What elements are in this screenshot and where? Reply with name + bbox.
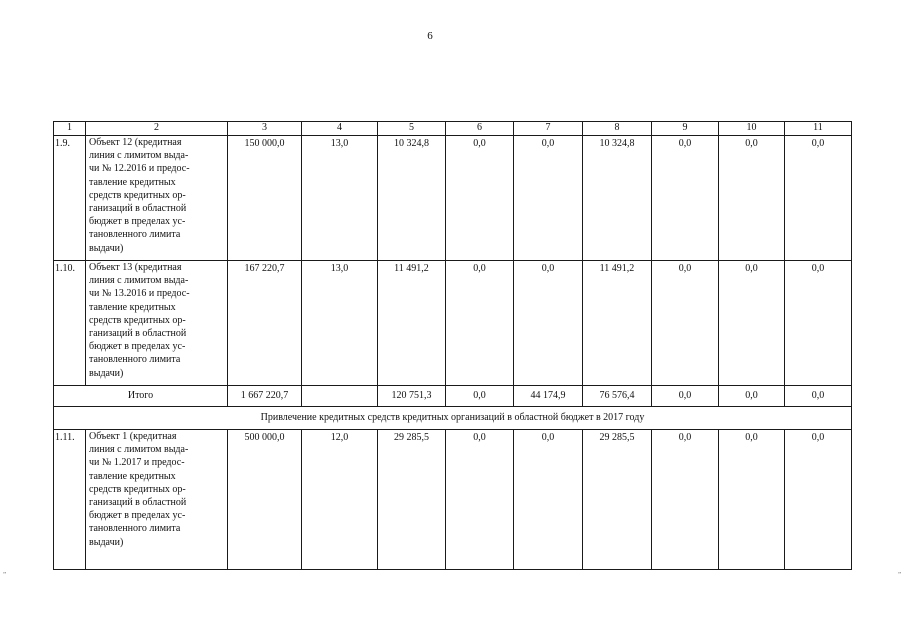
total-limit: 1 667 220,7 xyxy=(228,386,302,407)
cell-value: 10 324,8 xyxy=(583,136,652,261)
column-header: 6 xyxy=(446,122,514,136)
column-header: 11 xyxy=(785,122,852,136)
cell-value: 29 285,5 xyxy=(583,430,652,570)
column-header: 3 xyxy=(228,122,302,136)
cell-rate: 13,0 xyxy=(302,136,378,261)
table-row xyxy=(54,261,852,386)
section-header-row xyxy=(54,407,852,430)
column-header: 2 xyxy=(86,122,228,136)
cell-rate: 12,0 xyxy=(302,430,378,570)
cell-value: 0,0 xyxy=(446,136,514,261)
column-header: 7 xyxy=(514,122,583,136)
total-value: 44 174,9 xyxy=(514,386,583,407)
cell-value: 0,0 xyxy=(785,430,852,570)
table-row xyxy=(54,430,852,570)
column-header: 9 xyxy=(652,122,719,136)
cell-value: 0,0 xyxy=(652,430,719,570)
section-title: Привлечение кредитных средств кредитных организаций в областной бюджет в 2017 году xyxy=(54,407,852,430)
column-header: 8 xyxy=(583,122,652,136)
total-value: 76 576,4 xyxy=(583,386,652,407)
total-rate xyxy=(302,386,378,407)
column-header: 10 xyxy=(719,122,785,136)
row-number: 1.11. xyxy=(54,430,86,570)
page-number: 6 xyxy=(427,30,433,42)
scan-edge-mark: „ xyxy=(898,567,902,575)
cell-rate: 13,0 xyxy=(302,261,378,386)
cell-value: 0,0 xyxy=(719,430,785,570)
cell-limit: 167 220,7 xyxy=(228,261,302,386)
cell-value: 0,0 xyxy=(719,136,785,261)
column-number-header xyxy=(54,122,852,136)
column-header: 5 xyxy=(378,122,446,136)
cell-value: 10 324,8 xyxy=(378,136,446,261)
row-description: Объект 12 (кредитная линия с лимитом выда- чи № 12.2016 и предос- тавление кредитных средств кредитных ор- ганизаций в областной бюджет в пределах ус- тановленного лимита выдачи) xyxy=(86,136,228,261)
cell-value: 0,0 xyxy=(514,430,583,570)
row-number: 1.10. xyxy=(54,261,86,386)
cell-limit: 500 000,0 xyxy=(228,430,302,570)
cell-value: 0,0 xyxy=(785,261,852,386)
cell-value: 0,0 xyxy=(514,136,583,261)
row-description: Объект 1 (кредитная линия с лимитом выда- чи № 1.2017 и предос- тавление кредитных средств кредитных ор- ганизаций в областной бюджет в пределах ус- тановленного лимита выдачи) xyxy=(86,430,228,570)
cell-limit: 150 000,0 xyxy=(228,136,302,261)
row-number: 1.9. xyxy=(54,136,86,261)
total-row xyxy=(54,386,852,407)
row-description: Объект 13 (кредитная линия с лимитом выда- чи № 13.2016 и предос- тавление кредитных средств кредитных ор- ганизаций в областной бюджет в пределах ус- тановленного лимита выдачи) xyxy=(86,261,228,386)
cell-value: 29 285,5 xyxy=(378,430,446,570)
total-value: 0,0 xyxy=(719,386,785,407)
cell-value: 11 491,2 xyxy=(378,261,446,386)
budget-table xyxy=(53,121,852,570)
total-value: 120 751,3 xyxy=(378,386,446,407)
total-label: Итого xyxy=(54,386,228,407)
cell-value: 0,0 xyxy=(446,430,514,570)
cell-value: 0,0 xyxy=(652,261,719,386)
cell-value: 0,0 xyxy=(719,261,785,386)
total-value: 0,0 xyxy=(785,386,852,407)
table-row xyxy=(54,136,852,261)
cell-value: 11 491,2 xyxy=(583,261,652,386)
cell-value: 0,0 xyxy=(785,136,852,261)
cell-value: 0,0 xyxy=(652,136,719,261)
total-value: 0,0 xyxy=(446,386,514,407)
column-header: 1 xyxy=(54,122,86,136)
column-header: 4 xyxy=(302,122,378,136)
cell-value: 0,0 xyxy=(514,261,583,386)
total-value: 0,0 xyxy=(652,386,719,407)
scan-edge-mark: „ xyxy=(3,567,7,575)
cell-value: 0,0 xyxy=(446,261,514,386)
